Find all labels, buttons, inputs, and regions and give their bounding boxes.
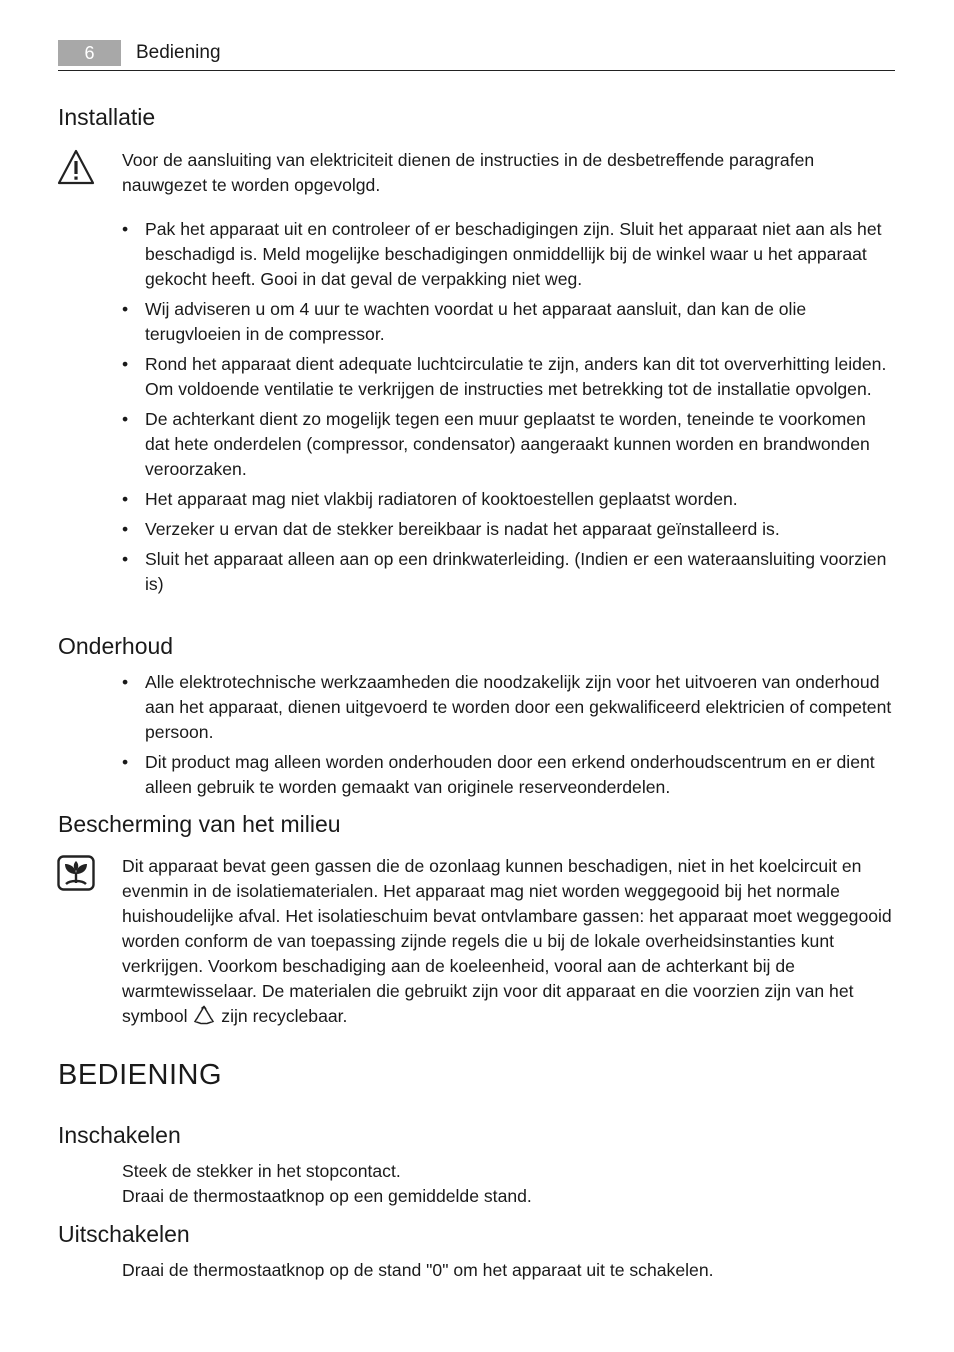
list-item: • De achterkant dient zo mogelijk tegen een muur geplaatst te worden, teneinde te voorkomen dat hete onderdelen (compressor, condensator) aangeraakt kunnen worden en brandwonden veroorzaken. [122,407,892,482]
list-item: • Het apparaat mag niet vlakbij radiatoren of kooktoestellen geplaatst worden. [122,487,892,512]
milieu-text-part1: Dit apparaat bevat geen gassen die de ozonlaag kunnen beschadigen, niet in het koelcircuit en evenmin in de isolatiematerialen. Het apparaat mag niet worden weggegooid bij het normale huishoudelijke afval. Het isolatieschuim bevat ontvlambare gassen: het apparaat moet weggegooid worden conform de van toepassing zijnde regels die u bij de lokale overheidsinstanties kunt verkrijgen. Voorkom beschadiging aan de koeleenheid, vooral aan de achterkant bij de warmtewisselaar. De materialen die gebruikt zijn voor dit apparaat en die voorzien zijn van het symbool [122,856,892,1026]
running-title: Bediening [136,42,221,63]
milieu-text-part2: zijn recyclebaar. [221,1006,348,1026]
inschakelen-line: Draai de thermostaatknop op een gemiddelde stand. [122,1186,532,1206]
environment-plant-icon [57,855,95,891]
heading-milieu: Bescherming van het milieu [58,811,341,837]
list-item: • Verzeker u ervan dat de stekker bereikbaar is nadat het apparaat geïnstalleerd is. [122,517,892,542]
list-item: • Wij adviseren u om 4 uur te wachten voordat u het apparaat aansluit, dan kan de olie terugvloeien in de compressor. [122,297,892,347]
installatie-list [122,217,892,602]
milieu-text [122,854,892,1029]
onderhoud-list [122,670,892,805]
list-item: • Rond het apparaat dient adequate luchtcirculatie te zijn, anders kan dit tot oververhitting leiden. Om voldoende ventilatie te verkrijgen de instructies met betrekking tot de installatie opvolgen. [122,352,892,402]
heading-inschakelen: Inschakelen [58,1122,181,1148]
page-number: 6 [58,40,121,66]
recycle-icon [193,1004,215,1026]
list-item: • Alle elektrotechnische werkzaamheden die noodzakelijk zijn voor het uitvoeren van onderhoud aan het apparaat, dienen uitgevoerd te worden door een gekwalificeerd elektricien of competent persoon. [122,670,892,745]
heading-onderhoud: Onderhoud [58,633,174,659]
heading-uitschakelen: Uitschakelen [58,1221,190,1247]
page-header [58,40,895,71]
uitschakelen-text: Draai de thermostaatknop op de stand "0" om het apparaat uit te schakelen. [122,1260,714,1280]
inschakelen-line: Steek de stekker in het stopcontact. [122,1161,401,1181]
list-item: • Sluit het apparaat alleen aan op een drinkwaterleiding. (Indien er een wateraansluiting voorzien is) [122,547,892,597]
list-item: • Pak het apparaat uit en controleer of er beschadigingen zijn. Sluit het apparaat niet aan als het beschadigd is. Meld mogelijke beschadigingen onmiddellijk bij de winkel waar u het apparaat gekocht heeft. Gooi in dat geval de verpakking niet weg. [122,217,892,292]
warning-triangle-icon [57,148,95,186]
list-item: • Dit product mag alleen worden onderhouden door een erkend onderhoudscentrum en er dient alleen gebruik te worden gemaakt van originele reserveonderdelen. [122,750,892,800]
heading-installatie: Installatie [58,104,156,130]
inschakelen-text [122,1159,892,1209]
heading-bediening: BEDIENING [58,1059,223,1091]
warning-text: Voor de aansluiting van elektriciteit dienen de instructies in de desbetreffende paragrafen nauwgezet te worden opgevolgd. [122,150,815,195]
